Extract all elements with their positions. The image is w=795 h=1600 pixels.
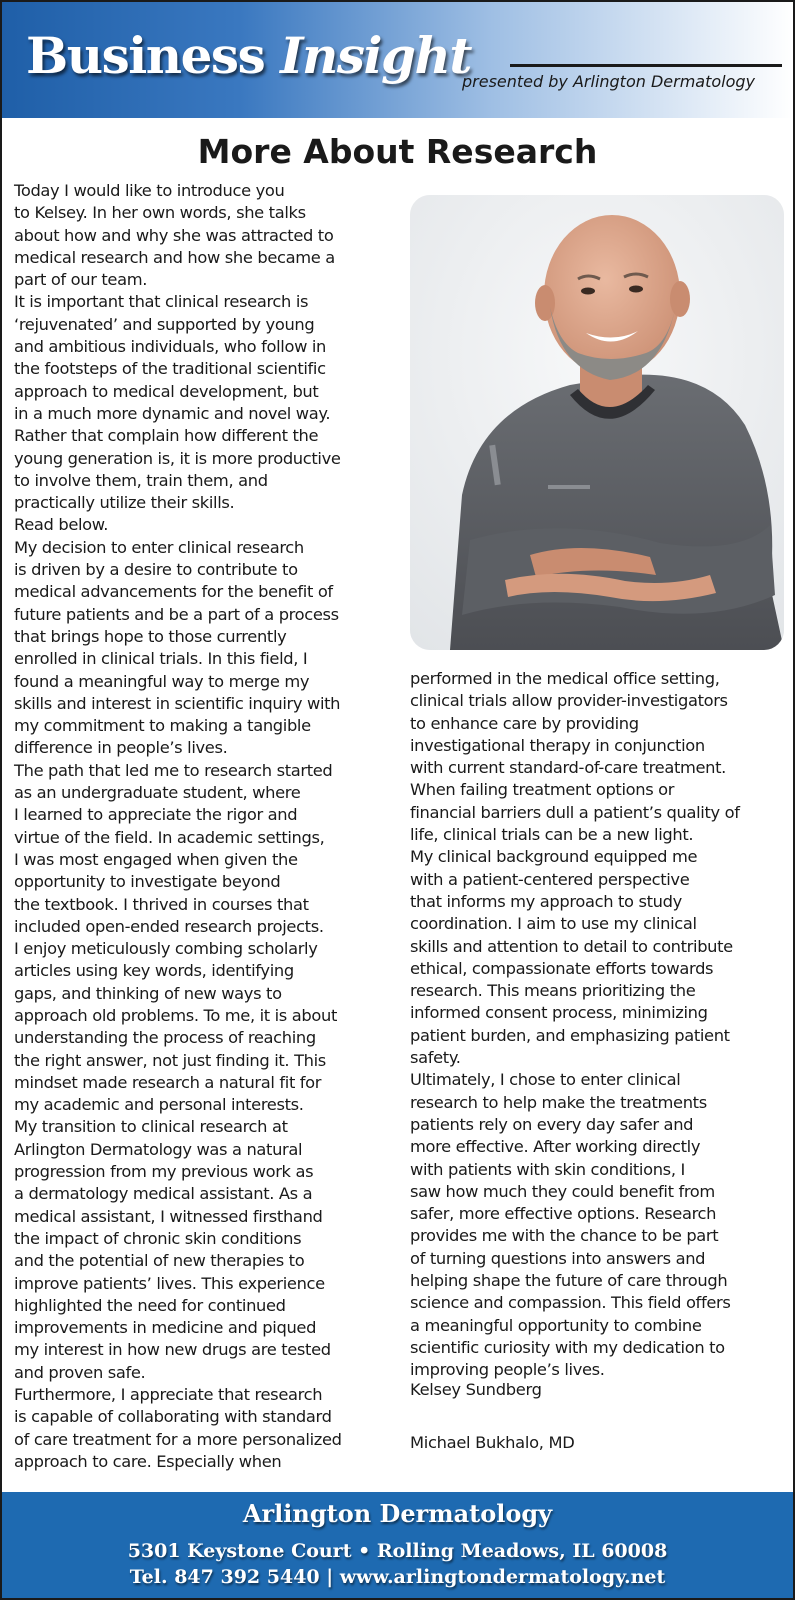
article-line: Read below.	[14, 515, 109, 535]
article-line: safety.	[410, 1048, 461, 1068]
article-line: and the potential of new therapies to	[14, 1251, 305, 1271]
article-line: The path that led me to research started	[14, 760, 333, 780]
article-line: Arlington Dermatology was a natural	[14, 1139, 303, 1159]
article-line: improve patients’ lives. This experience	[14, 1273, 325, 1293]
article-line: to Kelsey. In her own words, she talks	[14, 203, 306, 223]
article-line: informed consent process, minimizing	[410, 1003, 708, 1023]
article-line: virtue of the field. In academic settings,	[14, 827, 325, 847]
article-line: clinical trials allow provider-investigators	[410, 691, 728, 711]
article-line: of care treatment for a more personalized	[14, 1429, 342, 1449]
article-line: with current standard-of-care treatment.	[410, 758, 727, 778]
article-line: difference in people’s lives.	[14, 738, 228, 758]
article-line: that brings hope to those currently	[14, 626, 287, 646]
article-line: Furthermore, I appreciate that research	[14, 1385, 323, 1405]
article-line: safer, more effective options. Research	[410, 1204, 717, 1224]
footer-address: 5301 Keystone Court • Rolling Meadows, IL 60008	[127, 1540, 668, 1562]
article-line: ethical, compassionate efforts towards	[410, 958, 714, 978]
article-line: found a meaningful way to merge my	[14, 671, 310, 691]
article-line: in a much more dynamic and novel way.	[14, 403, 331, 423]
article-line: articles using key words, identifying	[14, 961, 294, 981]
signature-author: Kelsey Sundberg	[410, 1380, 542, 1399]
article-line: that informs my approach to study	[410, 891, 682, 911]
article-line: as an undergraduate student, where	[14, 783, 301, 803]
article-line: to enhance care by providing	[410, 713, 639, 733]
article-line: It is important that clinical research is	[14, 292, 309, 312]
article-line: science and compassion. This field offers	[410, 1293, 731, 1313]
article-line: my interest in how new drugs are tested	[14, 1340, 331, 1360]
brand-title-regular: Business	[26, 26, 265, 85]
article-line: part of our team.	[14, 270, 148, 290]
presenter-credit: presented by Arlington Dermatology	[462, 72, 756, 91]
article-line: improvements in medicine and piqued	[14, 1318, 317, 1338]
article-line: medical advancements for the benefit of	[14, 582, 333, 602]
article-line: My decision to enter clinical research	[14, 537, 304, 557]
article-line: is capable of collaborating with standard	[14, 1407, 332, 1427]
article-line: and ambitious individuals, who follow in	[14, 337, 326, 357]
article-line: I learned to appreciate the rigor and	[14, 805, 298, 825]
article-line: the textbook. I thrived in courses that	[14, 894, 309, 914]
article-line: performed in the medical office setting,	[410, 669, 720, 688]
article-line: financial barriers dull a patient’s quality of	[410, 802, 740, 822]
article-line: enrolled in clinical trials. In this field, I	[14, 649, 308, 669]
article-line: I was most engaged when given the	[14, 849, 298, 869]
article-line: approach old problems. To me, it is about	[14, 1005, 337, 1025]
article-line: My transition to clinical research at	[14, 1117, 288, 1137]
article-line: coordination. I aim to use my clinical	[410, 914, 697, 934]
article-line: to involve them, train them, and	[14, 470, 268, 490]
article-line: gaps, and thinking of new ways to	[14, 983, 282, 1003]
footer-practice-name: Arlington Dermatology	[242, 1499, 553, 1528]
article-line: young generation is, it is more productive	[14, 448, 341, 468]
portrait-photo	[410, 195, 784, 650]
article-line: more effective. After working directly	[410, 1137, 701, 1157]
article-line: research. This means prioritizing the	[410, 981, 696, 1001]
article-line: When failing treatment options or	[410, 780, 675, 800]
article-line: included open-ended research projects.	[14, 916, 324, 936]
header-rule	[510, 64, 782, 67]
article-line: the footsteps of the traditional scientific	[14, 359, 326, 379]
article-line: Today I would like to introduce you	[14, 181, 285, 200]
article-line: with patients with skin conditions, I	[410, 1159, 685, 1179]
article-line: Rather that complain how different the	[14, 426, 319, 446]
article-line: the right answer, not just finding it. This	[14, 1050, 326, 1070]
article-line: approach to care. Especially when	[14, 1451, 282, 1471]
article-line: opportunity to investigate beyond	[14, 872, 281, 892]
article-line: about how and why she was attracted to	[14, 225, 334, 245]
article-line: understanding the process of reaching	[14, 1028, 316, 1048]
article-line: skills and interest in scientific inquiry with	[14, 693, 341, 713]
article-line: scientific curiosity with my dedication to	[410, 1337, 725, 1357]
footer-banner	[2, 1492, 793, 1600]
article-line: life, clinical trials can be a new light.	[410, 825, 694, 845]
article-line: medical assistant, I witnessed firsthand	[14, 1206, 323, 1226]
signature-physician: Michael Bukhalo, MD	[410, 1433, 575, 1452]
article-left-column	[14, 180, 392, 1473]
article-line: I enjoy meticulously combing scholarly	[14, 939, 318, 959]
article-line: skills and attention to detail to contribute	[410, 936, 733, 956]
article-line: progression from my previous work as	[14, 1162, 314, 1182]
article-line: helping shape the future of care through	[410, 1271, 728, 1291]
article-line: of turning questions into answers and	[410, 1248, 706, 1268]
article-line: My clinical background equipped me	[410, 847, 698, 867]
article-line: ‘rejuvenated’ and supported by young	[14, 314, 315, 334]
article-line: is driven by a desire to contribute to	[14, 560, 298, 580]
article-title: More About Research	[197, 132, 598, 171]
article-line: Ultimately, I chose to enter clinical	[410, 1070, 681, 1090]
article-line: improving people’s lives.	[410, 1360, 605, 1380]
article-line: a meaningful opportunity to combine	[410, 1315, 702, 1335]
article-line: research to help make the treatments	[410, 1092, 707, 1112]
article-right-column	[410, 668, 788, 1382]
article-line: patient burden, and emphasizing patient	[410, 1025, 730, 1045]
article-line: with a patient-centered perspective	[410, 869, 690, 889]
article-line: patients rely on every day safer and	[410, 1114, 694, 1134]
article-line: future patients and be a part of a process	[14, 604, 339, 624]
article-line: a dermatology medical assistant. As a	[14, 1184, 313, 1204]
article-line: my academic and personal interests.	[14, 1095, 304, 1115]
brand-title	[26, 26, 471, 86]
article-line: investigational therapy in conjunction	[410, 735, 705, 755]
article-line: the impact of chronic skin conditions	[14, 1228, 302, 1248]
article-line: approach to medical development, but	[14, 381, 319, 401]
article-line: provides me with the chance to be part	[410, 1226, 719, 1246]
article-line: medical research and how she became a	[14, 247, 335, 267]
article-line: mindset made research a natural fit for	[14, 1072, 322, 1092]
article-line: saw how much they could benefit from	[410, 1181, 715, 1201]
header-banner	[2, 2, 793, 118]
article-line: highlighted the need for continued	[14, 1295, 286, 1315]
article-line: my commitment to making a tangible	[14, 716, 311, 736]
brand-title-italic: Insight	[280, 26, 471, 85]
article-line: practically utilize their skills.	[14, 493, 235, 513]
footer-contact: Tel. 847 392 5440 | www.arlingtondermatology.net	[129, 1566, 666, 1588]
article-line: and proven safe.	[14, 1362, 146, 1382]
